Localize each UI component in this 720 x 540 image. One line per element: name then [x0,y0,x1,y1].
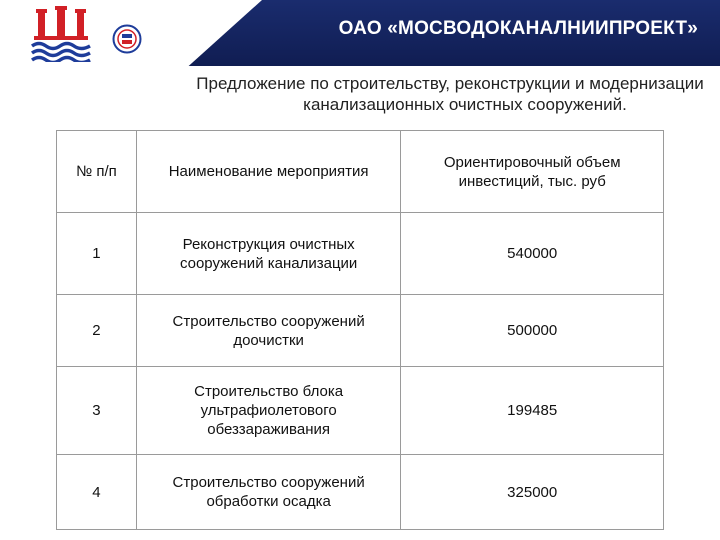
table-header-row [57,131,664,213]
row-number: 1 [57,213,137,295]
table-row [57,455,664,530]
row-amount: 325000 [401,455,664,530]
header-bar [0,0,720,66]
table-row [57,367,664,455]
row-amount: 500000 [401,295,664,367]
company-title: ОАО «МОСВОДОКАНАЛНИИПРОЕКТ» [338,18,698,39]
row-name: Реконструкция очистных сооружений канализации [136,213,401,295]
row-number: 3 [57,367,137,455]
investment-table [56,130,664,530]
column-header-number: № п/п [57,131,137,213]
row-amount: 199485 [401,367,664,455]
table-row [57,213,664,295]
row-number: 2 [57,295,137,367]
column-header-amount: Ориентировочный объем инвестиций, тыс. руб [401,131,664,213]
table-row [57,295,664,367]
subtitle-line-2: канализационных очистных сооружений. [303,95,627,114]
row-name: Строительство сооружений доочистки [136,295,401,367]
subtitle-line-1: Предложение по строительству, реконструкции и модернизации [196,74,704,93]
row-name: Строительство блока ультрафиолетового обеззараживания [136,367,401,455]
page-subtitle [90,73,720,115]
mosvodokanal-logo-icon [30,6,92,62]
row-amount: 540000 [401,213,664,295]
row-name: Строительство сооружений обработки осадка [136,455,401,530]
row-number: 4 [57,455,137,530]
round-emblem-icon [112,24,142,54]
column-header-name: Наименование мероприятия [136,131,401,213]
